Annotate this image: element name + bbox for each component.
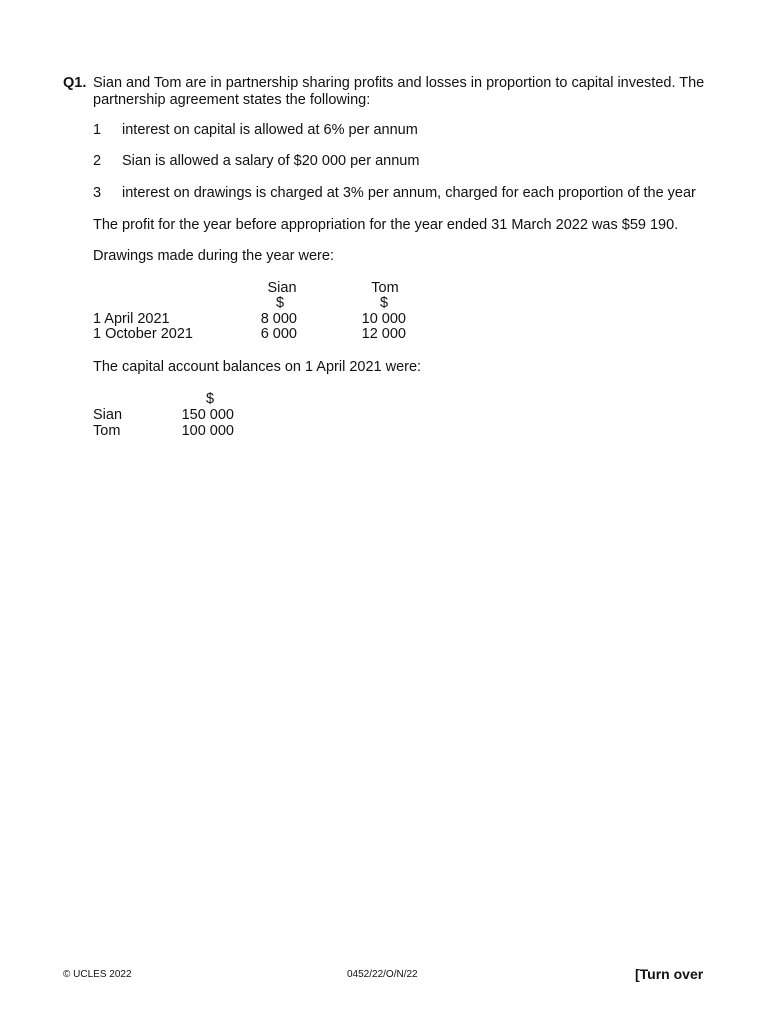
- capital-unit: $: [205, 391, 215, 407]
- drawings-unit-tom: $: [379, 295, 389, 311]
- drawings-row-sian: 8 000: [260, 311, 297, 327]
- agreement-item-2-text: Sian is allowed a salary of $20 000 per annum: [122, 153, 420, 169]
- capital-row-name: Sian: [93, 407, 123, 423]
- agreement-item-2-number: 2: [93, 153, 102, 169]
- footer-copyright: © UCLES 2022: [63, 969, 132, 980]
- drawings-unit-sian: $: [275, 295, 285, 311]
- capital-row-amount: 150 000: [181, 407, 234, 423]
- drawings-header-sian: Sian: [267, 280, 297, 296]
- drawings-heading: Drawings made during the year were:: [93, 248, 334, 264]
- drawings-header-tom: Tom: [371, 280, 399, 296]
- drawings-row-date: 1 April 2021: [93, 311, 170, 327]
- capital-row-amount: 100 000: [181, 423, 234, 439]
- question-number: Q1.: [63, 75, 87, 91]
- profit-statement: The profit for the year before appropriation for the year ended 31 March 2022 was $59 190.: [93, 217, 679, 233]
- capital-row-name: Tom: [93, 423, 121, 439]
- drawings-row-tom: 10 000: [361, 311, 406, 327]
- capital-heading: The capital account balances on 1 April 2021 were:: [93, 359, 422, 375]
- footer-paper-code: 0452/22/O/N/22: [347, 969, 418, 980]
- agreement-item-1-text: interest on capital is allowed at 6% per annum: [122, 122, 418, 138]
- agreement-item-3-number: 3: [93, 185, 102, 201]
- question-intro: Sian and Tom are in partnership sharing profits and losses in proportion to capital invested. The partnership agreement states the following:: [93, 75, 705, 108]
- drawings-row-sian: 6 000: [260, 326, 297, 342]
- drawings-row-date: 1 October 2021: [93, 326, 193, 342]
- agreement-item-1-number: 1: [93, 122, 102, 138]
- footer-turn-over: [Turn over: [635, 966, 704, 982]
- drawings-row-tom: 12 000: [361, 326, 406, 342]
- agreement-item-3-text: interest on drawings is charged at 3% per annum, charged for each proportion of the year: [122, 185, 696, 201]
